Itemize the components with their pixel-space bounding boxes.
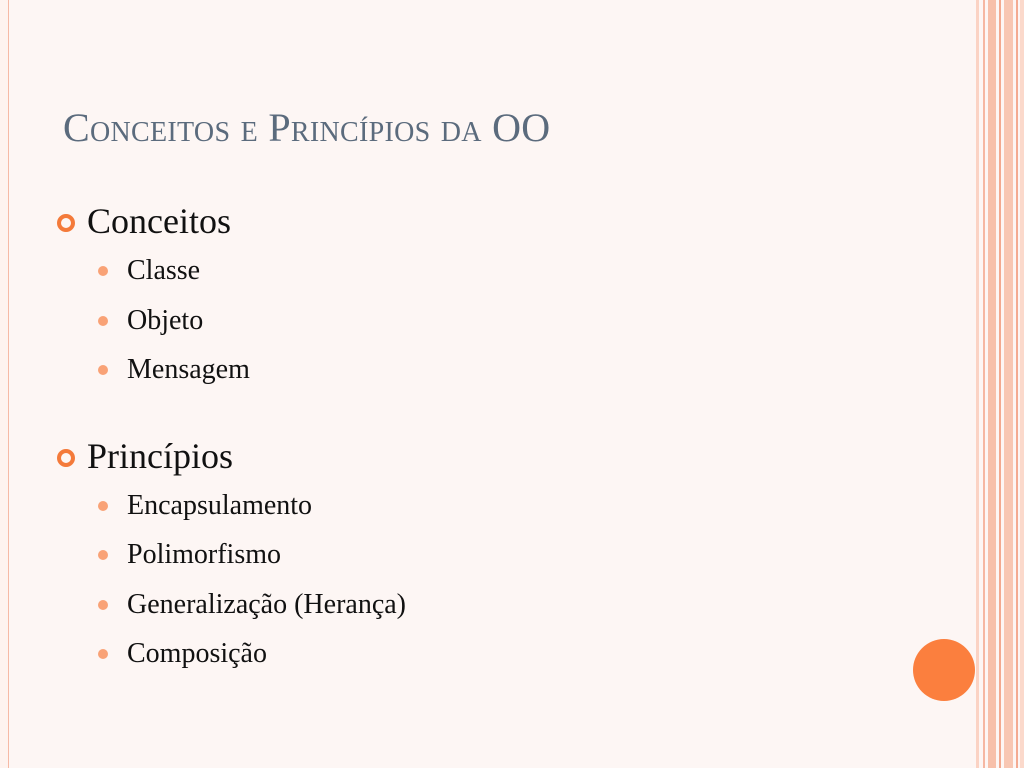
ring-bullet-icon <box>57 449 75 467</box>
list-item-label: Generalização (Herança) <box>127 588 407 620</box>
list-item <box>56 345 406 395</box>
list-item <box>56 580 406 630</box>
list-item-label: Composição <box>127 638 267 669</box>
decorative-orange-circle <box>913 639 975 701</box>
dot-bullet-icon <box>98 649 108 659</box>
right-stripe-decoration <box>976 0 1024 768</box>
list-item <box>56 246 406 296</box>
dot-bullet-icon <box>98 600 108 610</box>
list-item-label: Classe <box>127 255 201 286</box>
dot-bullet-icon <box>98 550 108 560</box>
dot-bullet-icon <box>98 316 108 326</box>
list-item-label: Objeto <box>127 304 204 336</box>
list-item <box>56 629 406 679</box>
slide-title: Conceitos e Princípios da OO <box>63 105 551 150</box>
list-item-label: Polimorfismo <box>127 539 282 570</box>
left-border <box>0 0 9 768</box>
section-heading-label: Princípios <box>87 435 234 476</box>
section-spacer <box>56 395 406 431</box>
list-item-label: Mensagem <box>127 354 250 385</box>
list-item <box>56 481 406 531</box>
dot-bullet-icon <box>98 365 108 375</box>
ring-bullet-icon <box>57 214 75 232</box>
list-item <box>56 530 406 580</box>
list-item <box>56 296 406 346</box>
slide-content <box>56 196 406 679</box>
dot-bullet-icon <box>98 501 108 511</box>
list-item-label: Encapsulamento <box>127 489 313 521</box>
dot-bullet-icon <box>98 266 108 276</box>
section-heading-principios <box>56 431 406 481</box>
section-heading-label: Conceitos <box>87 201 231 241</box>
section-heading-conceitos <box>56 196 406 246</box>
